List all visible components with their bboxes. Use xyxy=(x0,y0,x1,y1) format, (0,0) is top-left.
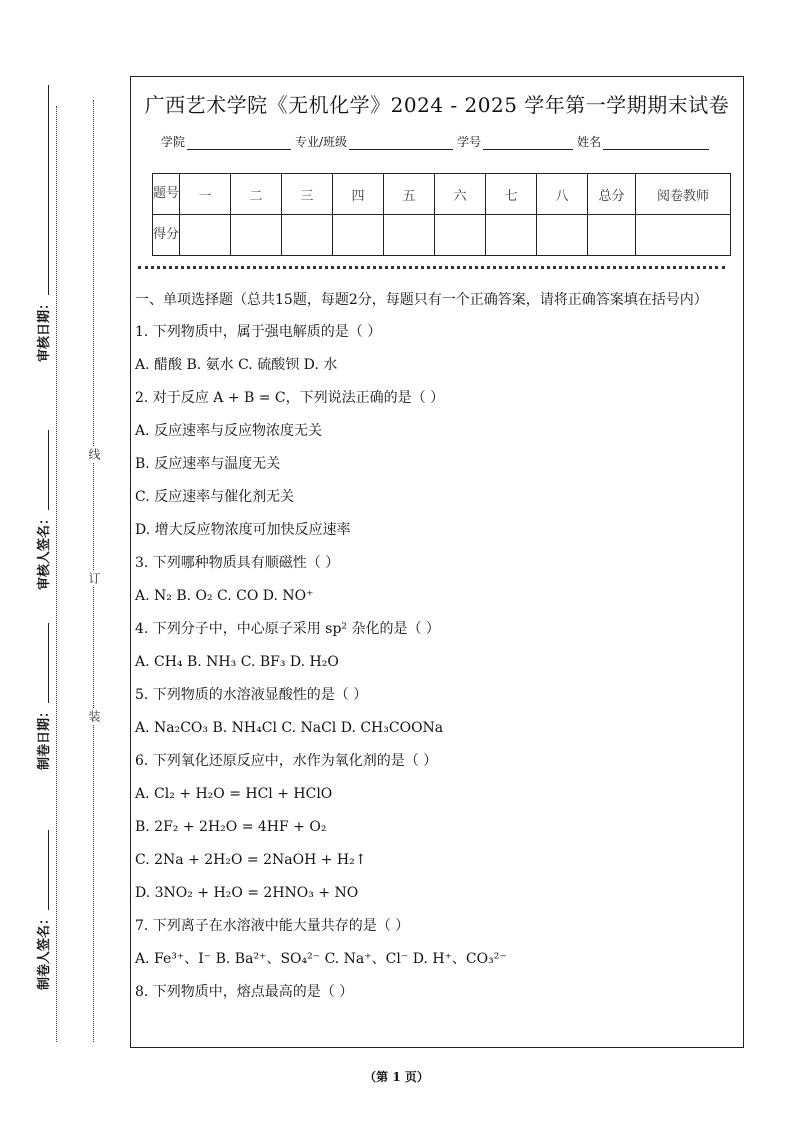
question-7: 7. 下列离子在水溶液中能大量共存的是（ ） xyxy=(135,918,410,934)
section-title: 一、单项选择题（总共15题，每题2分，每题只有一个正确答案，请将正确答案填在括号内） xyxy=(135,292,708,308)
score-cell-5[interactable] xyxy=(384,215,435,256)
student-info-row xyxy=(161,133,713,150)
college-field[interactable] xyxy=(187,137,291,150)
question-3-options: A. N₂ B. O₂ C. CO D. NO⁺ xyxy=(135,588,314,604)
col-7: 七 xyxy=(486,174,537,215)
question-6-option-c: C. 2Na + 2H₂O = 2NaOH + H₂↑ xyxy=(135,852,367,868)
name-field[interactable] xyxy=(603,137,709,150)
questions-section xyxy=(135,289,735,1014)
question-6-option-a: A. Cl₂ + H₂O = HCl + HClO xyxy=(135,786,333,802)
question-7-options: A. Fe³⁺、I⁻ B. Ba²⁺、SO₄²⁻ C. Na⁺、Cl⁻ D. H⁺、CO₃²⁻ xyxy=(135,951,507,967)
score-header: 得分 xyxy=(153,215,180,256)
binding-dotted-line-outer xyxy=(56,106,57,1042)
student-id-label: 学号 xyxy=(457,135,482,149)
col-5: 五 xyxy=(384,174,435,215)
reviewer-signature-label: 审核人签名： xyxy=(33,430,52,590)
score-cell-3[interactable] xyxy=(282,215,333,256)
question-5: 5. 下列物质的水溶液显酸性的是（ ） xyxy=(135,687,368,703)
question-6: 6. 下列氧化还原反应中，水作为氧化剂的是（ ） xyxy=(135,753,438,769)
score-table xyxy=(152,173,731,256)
exam-title: 广西艺术学院《无机化学》2024 - 2025 学年第一学期期末试卷 xyxy=(144,93,730,117)
question-5-options: A. Na₂CO₃ B. NH₄Cl C. NaCl D. CH₃COONa xyxy=(135,720,444,736)
major-class-field[interactable] xyxy=(349,137,453,150)
score-cell-6[interactable] xyxy=(435,215,486,256)
score-cell-1[interactable] xyxy=(180,215,231,256)
review-date-label: 审核日期： xyxy=(33,85,52,362)
question-6-option-d: D. 3NO₂ + H₂O = 2HNO₃ + NO xyxy=(135,885,359,901)
page-number: （第 1 页） xyxy=(364,1070,429,1084)
score-cell-2[interactable] xyxy=(231,215,282,256)
college-label: 学院 xyxy=(161,135,186,149)
col-2: 二 xyxy=(231,174,282,215)
score-cell-total[interactable] xyxy=(588,215,636,256)
binding-word-bind: 订 xyxy=(87,572,101,584)
exam-creator-signature-label: 制卷人签名： xyxy=(33,830,52,990)
question-6-option-b: B. 2F₂ + 2H₂O = 4HF + O₂ xyxy=(135,819,327,835)
score-table-score-row xyxy=(153,215,731,256)
col-4: 四 xyxy=(333,174,384,215)
question-1-options: A. 醋酸 B. 氨水 C. 硫酸钡 D. 水 xyxy=(135,357,338,373)
col-6: 六 xyxy=(435,174,486,215)
question-1: 1. 下列物质中，属于强电解质的是（ ） xyxy=(135,324,382,340)
dotted-separator xyxy=(138,266,725,269)
col-grader: 阅卷教师 xyxy=(636,174,731,215)
col-3: 三 xyxy=(282,174,333,215)
question-2: 2. 对于反应 A + B = C，下列说法正确的是（ ） xyxy=(135,390,445,406)
col-1: 一 xyxy=(180,174,231,215)
question-3: 3. 下列哪种物质具有顺磁性（ ） xyxy=(135,555,340,571)
score-cell-4[interactable] xyxy=(333,215,384,256)
score-cell-7[interactable] xyxy=(486,215,537,256)
question-number-header: 题号 xyxy=(153,174,180,215)
question-4: 4. 下列分子中，中心原子采用 sp² 杂化的是（ ） xyxy=(135,621,440,637)
student-id-field[interactable] xyxy=(483,137,573,150)
exam-creation-date-label: 制卷日期： xyxy=(33,623,52,770)
question-2-option-a: A. 反应速率与反应物浓度无关 xyxy=(135,423,323,439)
score-cell-8[interactable] xyxy=(537,215,588,256)
question-2-option-b: B. 反应速率与温度无关 xyxy=(135,456,281,472)
major-class-label: 专业/班级 xyxy=(295,135,348,149)
question-4-options: A. CH₄ B. NH₃ C. BF₃ D. H₂O xyxy=(135,654,339,670)
col-8: 八 xyxy=(537,174,588,215)
exam-frame xyxy=(130,76,744,1048)
binding-word-line: 线 xyxy=(87,448,101,460)
name-label: 姓名 xyxy=(577,135,602,149)
question-2-option-c: C. 反应速率与催化剂无关 xyxy=(135,489,295,505)
question-2-option-d: D. 增大反应物浓度可加快反应速率 xyxy=(135,522,351,538)
col-total: 总分 xyxy=(588,174,636,215)
question-8: 8. 下列物质中，熔点最高的是（ ） xyxy=(135,984,354,1000)
binding-word-pack: 装 xyxy=(87,710,101,722)
score-table-header-row xyxy=(153,174,731,215)
score-cell-grader[interactable] xyxy=(636,215,731,256)
